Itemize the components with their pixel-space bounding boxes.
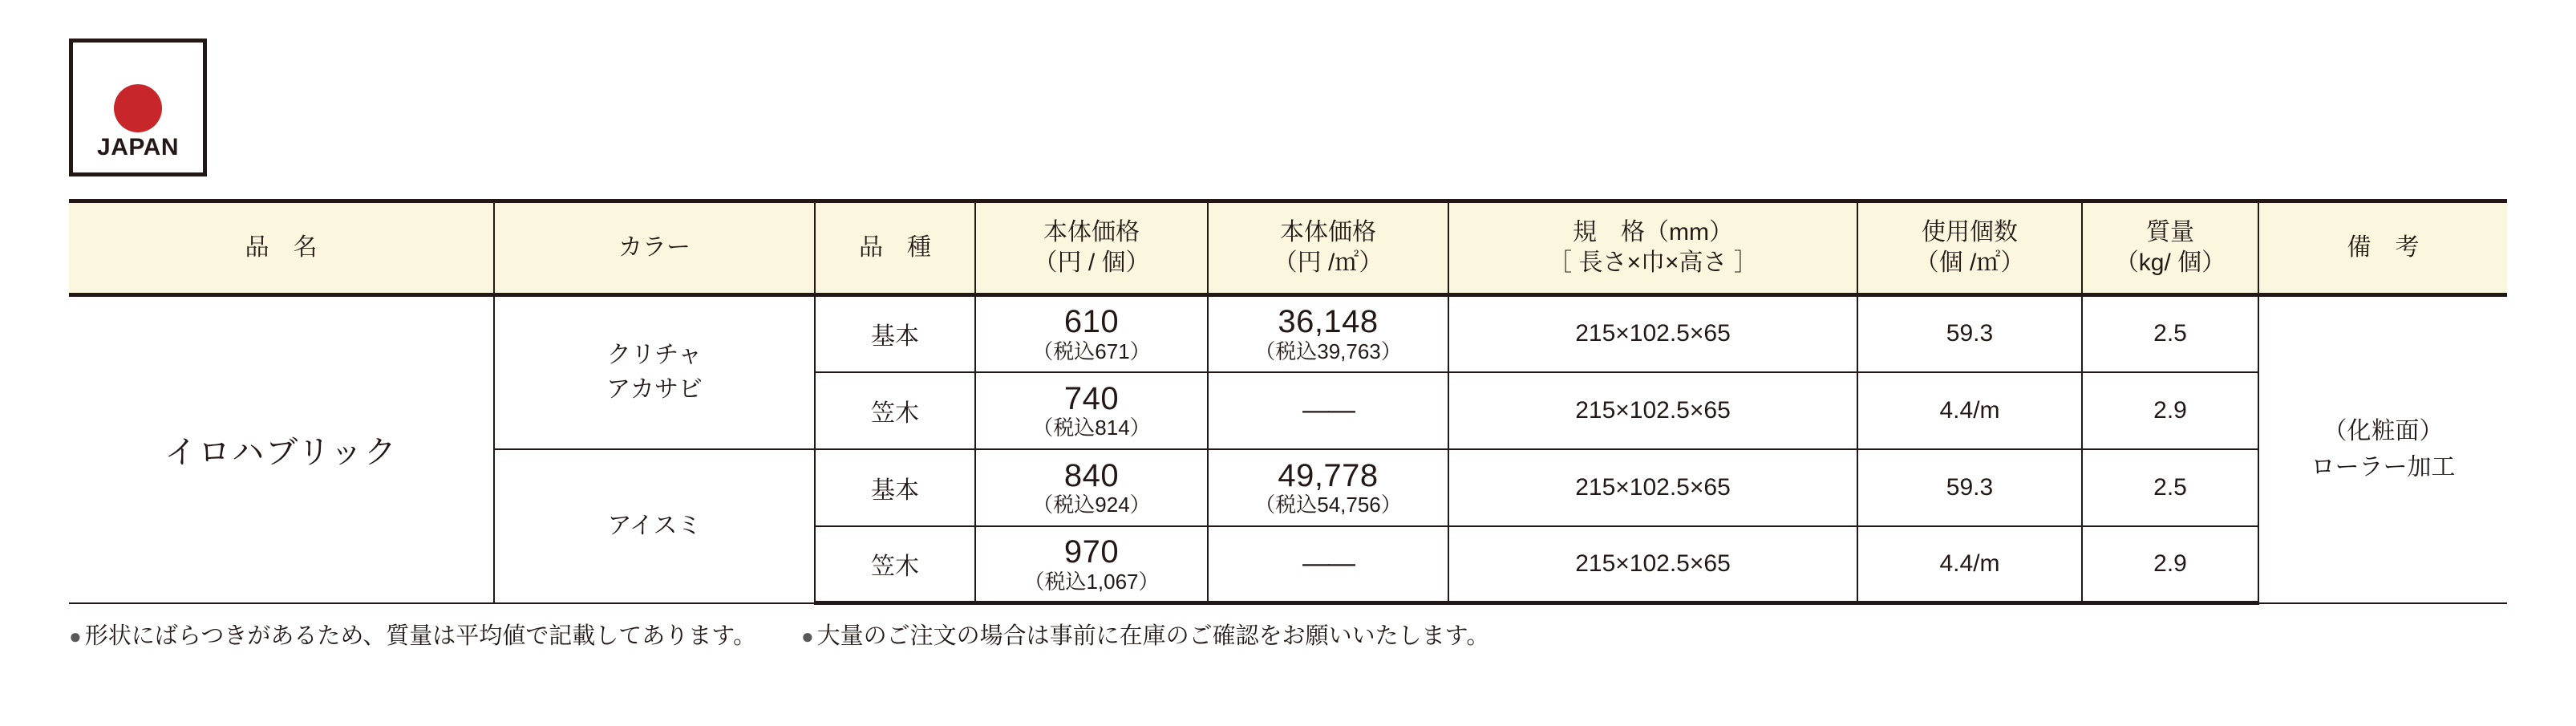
cell-price-unit (975, 295, 1208, 372)
cell-size: 215×102.5×65 (1448, 372, 1857, 449)
cell-kind: 笠木 (815, 526, 975, 603)
price-sqm-tax: （税込39,763） (1254, 339, 1402, 364)
cell-quantity: 4.4/m (1857, 372, 2082, 449)
cell-quantity: 59.3 (1857, 449, 2082, 526)
cell-size: 215×102.5×65 (1448, 526, 1857, 603)
cell-kind: 笠木 (815, 372, 975, 449)
cell-price-unit (975, 372, 1208, 449)
table-header-row (69, 201, 2507, 295)
flag-label: JAPAN (97, 134, 179, 160)
cell-note (2258, 295, 2507, 603)
price-unit-value: 740 (1063, 380, 1120, 416)
flag-disc-icon (114, 84, 162, 132)
price-unit-value: 610 (1063, 304, 1120, 340)
cell-quantity: 4.4/m (1857, 526, 2082, 603)
cell-kind: 基本 (815, 449, 975, 526)
price-sqm-value: 49,778 (1278, 457, 1379, 493)
cell-mass: 2.9 (2082, 372, 2258, 449)
header-mass: 質量 （kg/ 個） (2082, 201, 2258, 295)
note-line-2: ローラー加工 (2311, 454, 2456, 481)
header-quantity: 使用個数 （個 /㎡） (1857, 201, 2082, 295)
color-line-1: アイスミ (607, 512, 702, 539)
header-price-per-unit: 本体価格 （円 / 個） (975, 201, 1208, 295)
header-note: 備 考 (2258, 201, 2507, 295)
cell-color-1 (494, 295, 815, 449)
header-size: 規 格（mm） ［ 長さ×巾×高さ ］ (1448, 201, 1857, 295)
cell-product-name: イロハブリック (69, 295, 494, 603)
spec-table (69, 199, 2507, 605)
table-row (69, 295, 2507, 372)
price-sqm-tax: （税込54,756） (1254, 493, 1402, 517)
bullet-icon: ● (69, 624, 82, 648)
price-unit-tax: （税込924） (1032, 493, 1151, 517)
cell-color-2 (494, 449, 815, 603)
cell-price-sqm (1208, 295, 1448, 372)
header-color: カラー (494, 201, 815, 295)
cell-price-sqm (1208, 449, 1448, 526)
footnote-1: 形状にばらつきがあるため、質量は平均値で記載してあります。 (84, 623, 756, 649)
spec-table-wrapper (69, 199, 2507, 605)
cell-price-unit (975, 526, 1208, 603)
price-unit-tax: （税込671） (1032, 339, 1151, 364)
cell-size: 215×102.5×65 (1448, 295, 1857, 372)
cell-price-unit (975, 449, 1208, 526)
cell-kind: 基本 (815, 295, 975, 372)
price-unit-tax: （税込814） (1032, 416, 1151, 440)
header-price-per-sqm: 本体価格 （円 /㎡） (1208, 201, 1448, 295)
cell-size: 215×102.5×65 (1448, 449, 1857, 526)
header-kind: 品 種 (815, 201, 975, 295)
cell-mass: 2.9 (2082, 526, 2258, 603)
color-line-1: クリチャ (606, 341, 703, 368)
japan-flag-badge (69, 39, 207, 176)
cell-price-sqm: —— (1208, 372, 1448, 449)
cell-price-sqm: —— (1208, 526, 1448, 603)
header-name: 品 名 (69, 201, 494, 295)
note-line-1: （化粧面） (2323, 418, 2444, 445)
cell-quantity: 59.3 (1857, 295, 2082, 372)
cell-mass: 2.5 (2082, 449, 2258, 526)
price-unit-value: 840 (1063, 457, 1120, 493)
price-sqm-value: 36,148 (1278, 304, 1379, 340)
bullet-icon: ● (800, 624, 814, 648)
price-unit-value: 970 (1063, 533, 1120, 570)
price-unit-tax: （税込1,067） (1023, 569, 1160, 594)
footnote-2: 大量のご注文の場合は事前に在庫のご確認をお願いいたします。 (816, 623, 1490, 649)
cell-mass: 2.5 (2082, 295, 2258, 372)
color-line-2: アカサビ (606, 376, 703, 404)
footnotes (69, 618, 2507, 651)
